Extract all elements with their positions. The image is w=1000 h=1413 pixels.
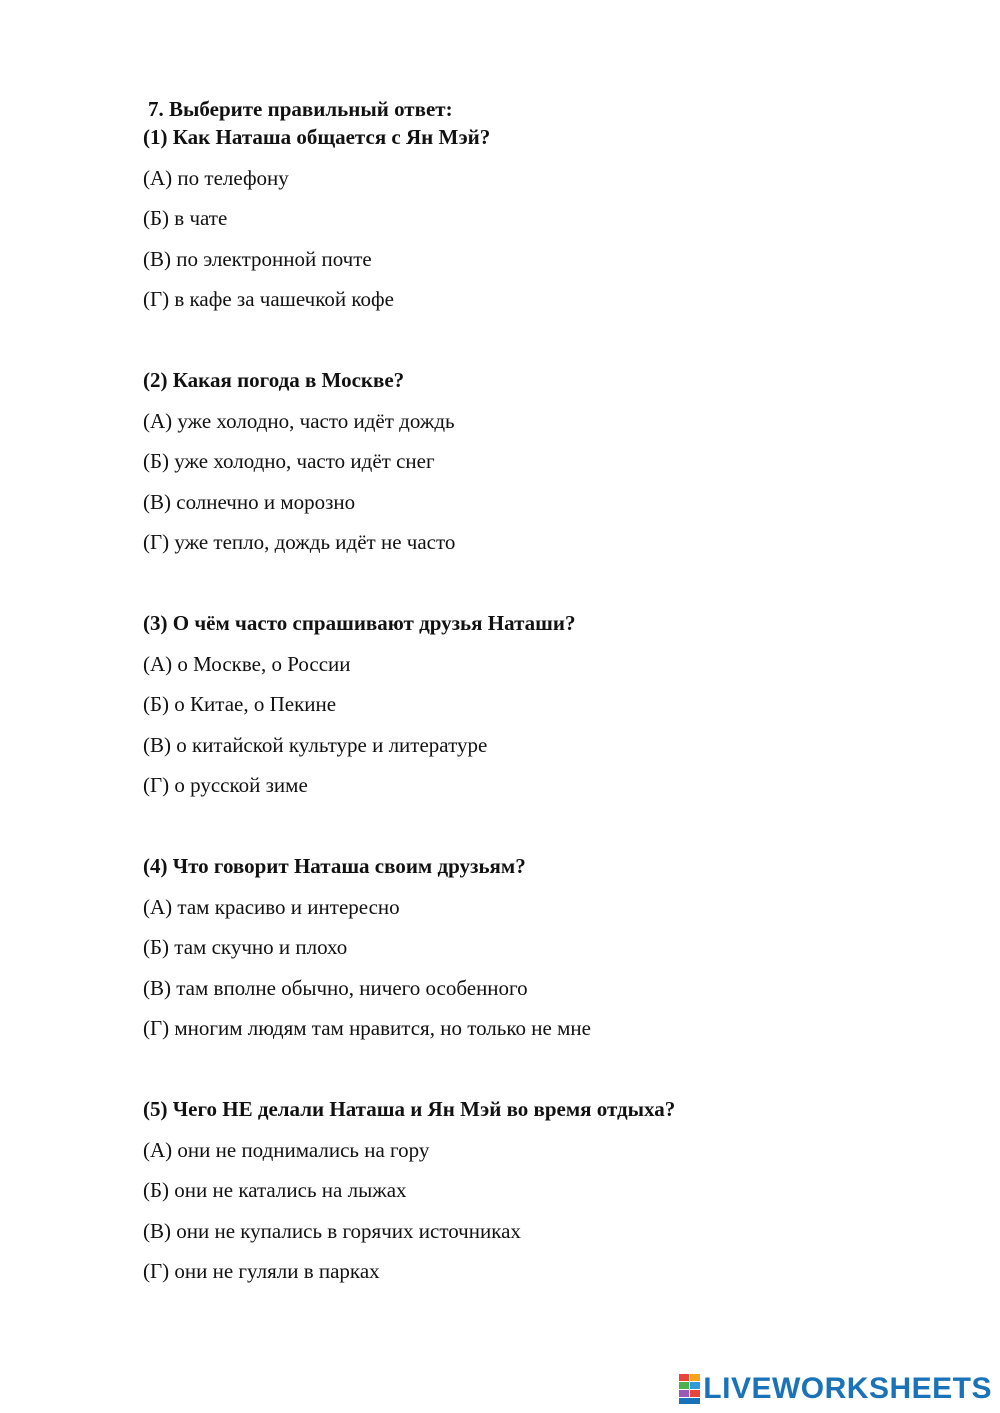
answer-option-b[interactable]: (Б) о Китае, о Пекине bbox=[143, 692, 337, 716]
question-1 bbox=[143, 124, 943, 312]
question-4 bbox=[143, 853, 943, 1041]
question-text: (5) Чего НЕ делали Наташа и Ян Мэй во время отдыха? bbox=[143, 1097, 676, 1121]
liveworksheets-logo-icon bbox=[679, 1374, 701, 1404]
answer-option-c[interactable]: (В) солнечно и морозно bbox=[143, 489, 356, 514]
answer-option-b[interactable]: (Б) в чате bbox=[143, 206, 228, 230]
answer-option-a[interactable]: (А) о Москве, о России bbox=[143, 651, 351, 676]
answer-option-c[interactable]: (В) о китайской культуре и литературе bbox=[143, 732, 488, 757]
question-3 bbox=[143, 610, 943, 798]
answer-option-c[interactable]: (В) они не купались в горячих источниках bbox=[143, 1218, 521, 1243]
answer-option-a[interactable]: (А) уже холодно, часто идёт дождь bbox=[143, 408, 455, 433]
answer-option-b[interactable]: (Б) уже холодно, часто идёт снег bbox=[143, 449, 435, 473]
answer-option-c[interactable]: (В) по электронной почте bbox=[143, 246, 372, 271]
answer-option-a[interactable]: (А) они не поднимались на гору bbox=[143, 1137, 430, 1162]
liveworksheets-watermark bbox=[679, 1369, 992, 1409]
question-text: (2) Какая погода в Москве? bbox=[143, 368, 405, 392]
question-text: (3) О чём часто спрашивают друзья Наташи? bbox=[143, 611, 576, 635]
answer-option-d[interactable]: (Г) уже тепло, дождь идёт не часто bbox=[143, 530, 456, 554]
question-2 bbox=[143, 367, 943, 555]
answer-option-d[interactable]: (Г) о русской зиме bbox=[143, 773, 308, 797]
answer-option-a[interactable]: (А) там красиво и интересно bbox=[143, 894, 400, 919]
answer-option-d[interactable]: (Г) в кафе за чашечкой кофе bbox=[143, 287, 394, 311]
answer-option-a[interactable]: (А) по телефону bbox=[143, 165, 289, 190]
question-5 bbox=[143, 1096, 943, 1284]
answer-option-d[interactable]: (Г) многим людям там нравится, но только не мне bbox=[143, 1016, 591, 1040]
answer-option-d[interactable]: (Г) они не гуляли в парках bbox=[143, 1259, 380, 1283]
answer-option-b[interactable]: (Б) там скучно и плохо bbox=[143, 935, 348, 959]
brand-name: LIVEWORKSHEETS bbox=[703, 1372, 992, 1405]
question-text: (1) Как Наташа общается с Ян Мэй? bbox=[143, 125, 491, 149]
exercise-title: 7. Выберите правильный ответ: bbox=[148, 97, 453, 121]
answer-option-c[interactable]: (В) там вполне обычно, ничего особенного bbox=[143, 975, 528, 1000]
question-text: (4) Что говорит Наташа своим друзьям? bbox=[143, 854, 526, 878]
answer-option-b[interactable]: (Б) они не катались на лыжах bbox=[143, 1178, 407, 1202]
